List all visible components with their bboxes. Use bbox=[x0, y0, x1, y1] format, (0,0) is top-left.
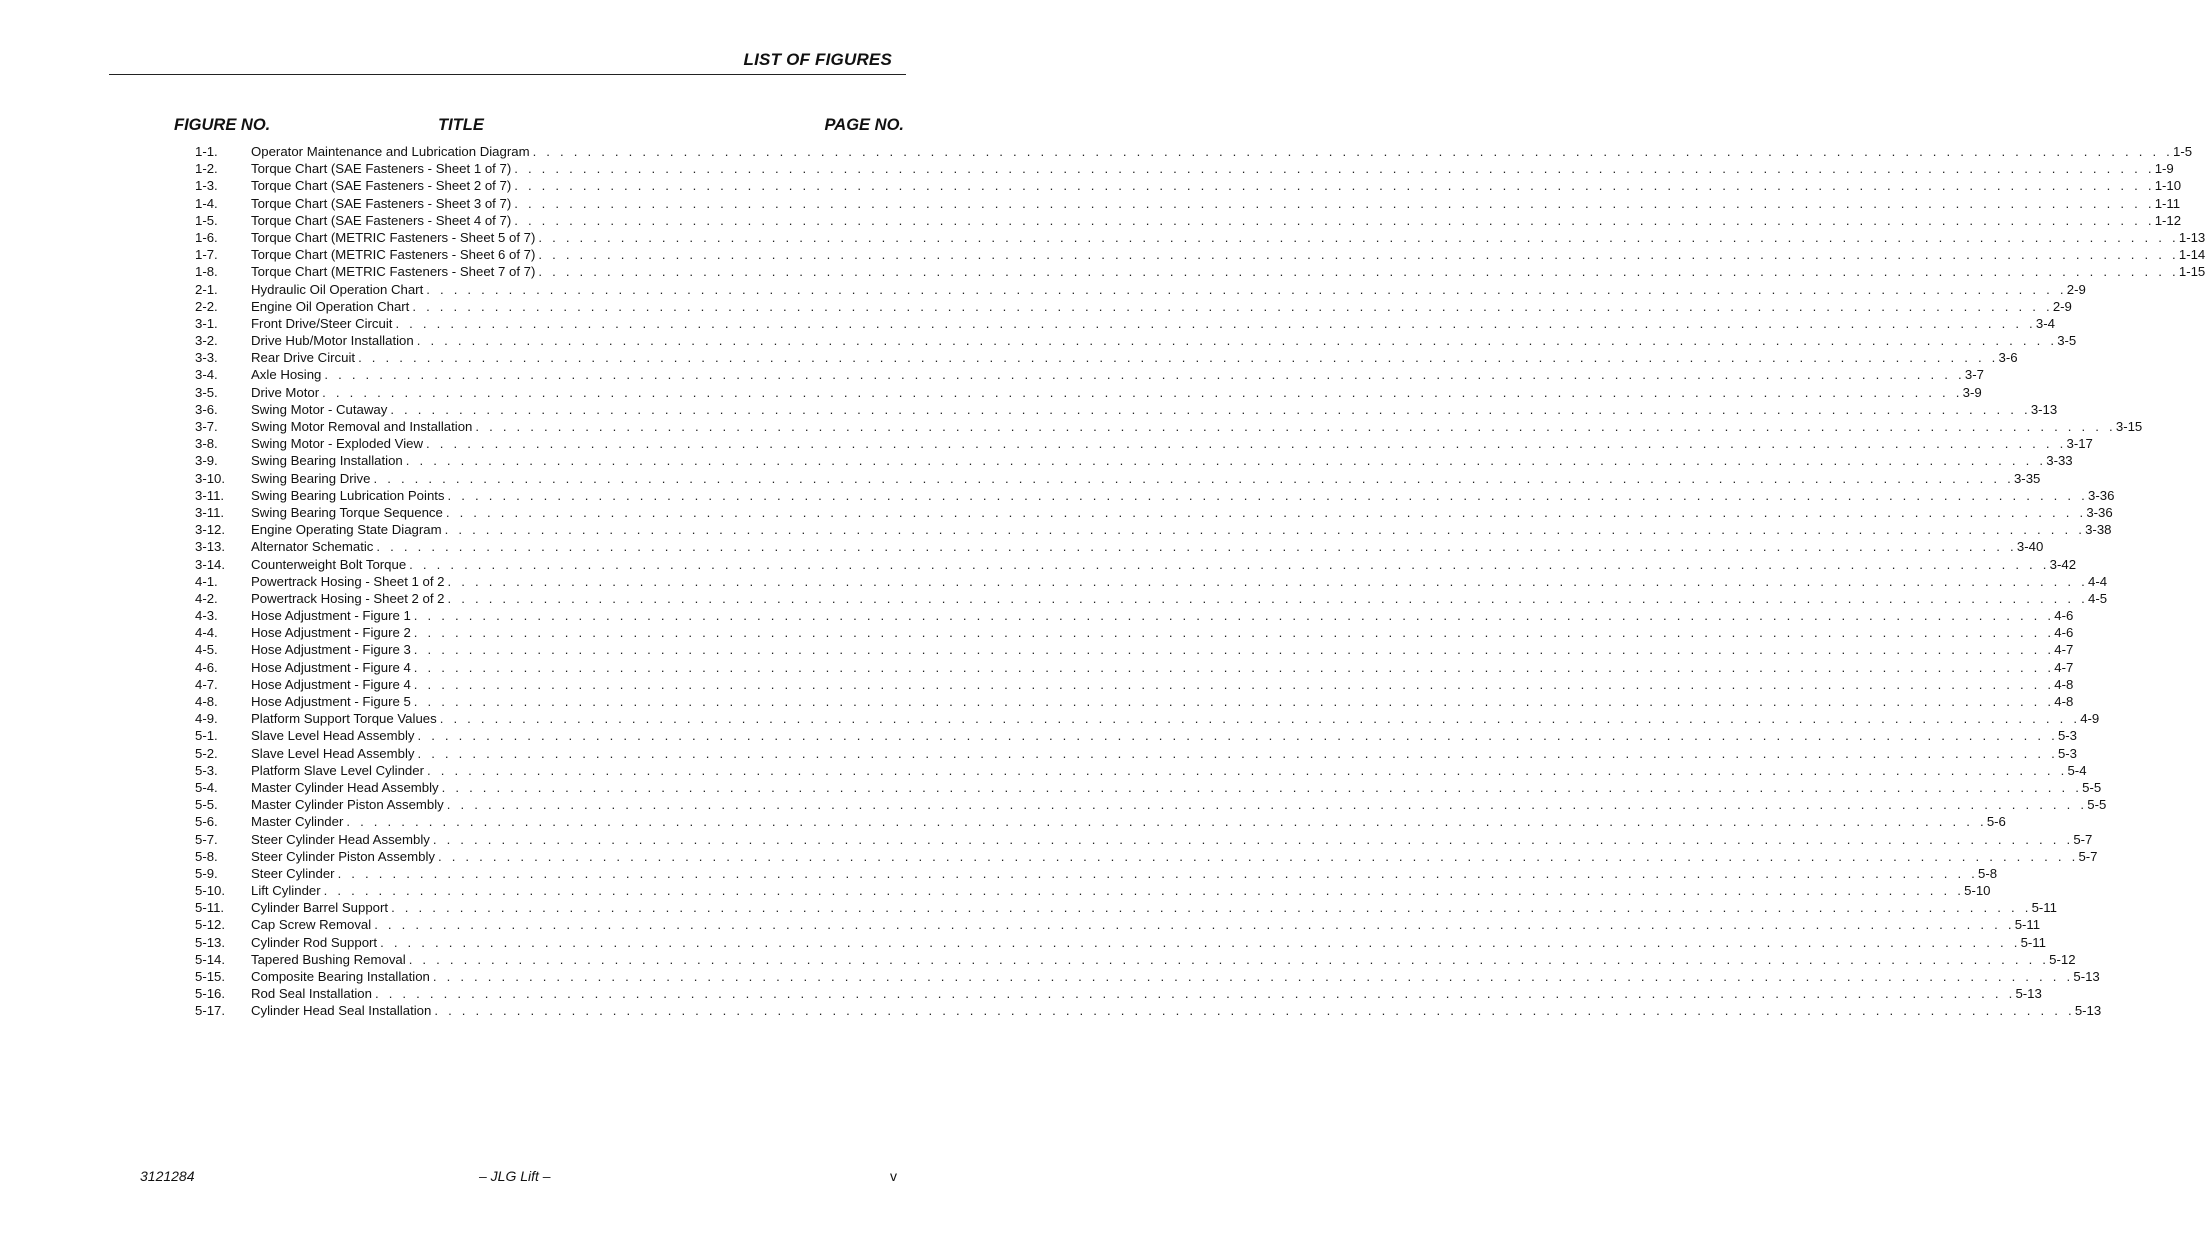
figure-number: 5-14. bbox=[195, 951, 226, 967]
figure-number: 1-4. bbox=[195, 195, 218, 211]
list-item[interactable] bbox=[195, 882, 1991, 899]
list-item[interactable] bbox=[195, 418, 2143, 435]
dot-leader: . . . . . . . . . . . . . . . . . . . . . . . . . . . . . . . . . . . . . . . . . . . . . . . . . . . . . . . . . . . . . . . . . . . . . . . . . . . . . . . . . . . . . . . . . . . . . . . . . . . . . . . . . . . . . . . . . . . . . . . . bbox=[447, 573, 2088, 589]
dot-leader: . . . . . . . . . . . . . . . . . . . . . . . . . . . . . . . . . . . . . . . . . . . . . . . . . . . . . . . . . . . . . . . . . . . . . . . . . . . . . . . . . . . . . . . . . . . . . . . . . . . . . . . . . . . . . . . . . . . . . . . . bbox=[373, 470, 2014, 486]
figure-number: 3-8. bbox=[195, 436, 218, 452]
figure-title: Counterweight Bolt Torque bbox=[251, 556, 407, 572]
figure-title: Tapered Bushing Removal bbox=[251, 951, 406, 967]
figure-page: 5-13 bbox=[2073, 969, 2100, 984]
figure-number: 3-1. bbox=[195, 315, 218, 331]
figure-number: 5-5. bbox=[195, 797, 218, 813]
figure-page: 3-42 bbox=[2049, 556, 2077, 572]
figure-title: Composite Bearing Installation bbox=[251, 969, 430, 984]
figure-page: 5-6 bbox=[1986, 814, 2006, 830]
list-item[interactable] bbox=[195, 916, 2041, 933]
list-item[interactable] bbox=[195, 779, 2102, 796]
figure-title: Engine Operating State Diagram bbox=[251, 522, 442, 538]
figure-page: 3-7 bbox=[1964, 367, 1984, 383]
figure-title: Hose Adjustment - Figure 4 bbox=[251, 659, 411, 675]
list-item[interactable] bbox=[195, 160, 2174, 177]
dot-leader: . . . . . . . . . . . . . . . . . . . . . . . . . . . . . . . . . . . . . . . . . . . . . . . . . . . . . . . . . . . . . . . . . . . . . . . . . . . . . . . . . . . . . . . . . . . . . . . . . . . . . . . . . . . . . . . . . . . . . . . . bbox=[376, 539, 2017, 555]
figure-title: Axle Hosing bbox=[251, 367, 322, 383]
figure-page: 3-9 bbox=[1962, 384, 1982, 400]
list-item[interactable] bbox=[195, 470, 2041, 487]
list-item[interactable] bbox=[195, 212, 2182, 229]
figure-page: 4-8 bbox=[2054, 694, 2074, 709]
figure-title: Cylinder Rod Support bbox=[251, 934, 378, 950]
figure-title: Powertrack Hosing - Sheet 1 of 2 bbox=[251, 573, 445, 589]
figure-number: 1-7. bbox=[195, 247, 218, 263]
dot-leader: . . . . . . . . . . . . . . . . . . . . . . . . . . . . . . . . . . . . . . . . . . . . . . . . . . . . . . . . . . . . . . . . . . . . . . . . . . . . . . . . . . . . . . . . . . . . . . . . . . . . . . . . . . . . . . . . . . . . . . . . bbox=[445, 504, 2087, 520]
dot-leader: . . . . . . . . . . . . . . . . . . . . . . . . . . . . . . . . . . . . . . . . . . . . . . . . . . . . . . . . . . . . . . . . . . . . . . . . . . . . . . . . . . . . . . . . . . . . . . . . . . . . . . . . . . . . . . . . . . . . . . . . bbox=[374, 986, 2016, 1002]
figure-number: 3-9. bbox=[195, 453, 218, 469]
figure-title: Drive Hub/Motor Installation bbox=[251, 333, 414, 349]
list-item[interactable] bbox=[195, 521, 2112, 538]
figure-title: Rear Drive Circuit bbox=[251, 350, 356, 366]
dot-leader: . . . . . . . . . . . . . . . . . . . . . . . . . . . . . . . . . . . . . . . . . . . . . . . . . . . . . . . . . . . . . . . . . . . . . . . . . . . . . . . . . . . . . . . . . . . . . . . . . . . . . . . . . . . . . . . . . . . . . . . . bbox=[413, 625, 2055, 641]
dot-leader: . . . . . . . . . . . . . . . . . . . . . . . . . . . . . . . . . . . . . . . . . . . . . . . . . . . . . . . . . . . . . . . . . . . . . . . . . . . . . . . . . . . . . . . . . . . . . . . . . . . . . . . . . . . . . . . . . . . . . . . . bbox=[432, 831, 2074, 847]
figure-number: 5-3. bbox=[195, 762, 218, 778]
figure-page: 3-33 bbox=[2046, 453, 2073, 469]
dot-leader: . . . . . . . . . . . . . . . . . . . . . . . . . . . . . . . . . . . . . . . . . . . . . . . . . . . . . . . . . . . . . . . . . . . . . . . . . . . . . . . . . . . . . . . . . . . . . . . . . . . . . . . . . . . . . . . . . . . . . . . . bbox=[447, 487, 2089, 503]
figure-title: Swing Motor - Exploded View bbox=[251, 436, 424, 452]
figure-page: 2-9 bbox=[2066, 281, 2086, 297]
list-item[interactable] bbox=[195, 865, 1998, 882]
dot-leader: . . . . . . . . . . . . . . . . . . . . . . . . . . . . . . . . . . . . . . . . . . . . . . . . . . . . . . . . . . . . . . . . . . . . . . . . . . . . . . . . . . . . . . . . . . . . . . . . . . . . . . . . . . . . . . . . . . . . . . . . bbox=[538, 247, 2179, 263]
dot-leader: . . . . . . . . . . . . . . . . . . . . . . . . . . . . . . . . . . . . . . . . . . . . . . . . . . . . . . . . . . . . . . . . . . . . . . . . . . . . . . . . . . . . . . . . . . . . . . . . . . . . . . . . . . . . . . . . . . . . . . . . bbox=[417, 745, 2058, 761]
list-item[interactable] bbox=[195, 624, 2074, 641]
figure-title: Slave Level Head Assembly bbox=[251, 728, 415, 744]
figure-page: 3-5 bbox=[2057, 333, 2077, 349]
figure-page: 1-13 bbox=[2178, 229, 2205, 245]
figure-page: 4-7 bbox=[2054, 642, 2074, 658]
section-title: LIST OF FIGURES bbox=[743, 50, 892, 69]
dot-leader: . . . . . . . . . . . . . . . . . . . . . . . . . . . . . . . . . . . . . . . . . . . . . . . . . . . . . . . . . . . . . . . . . . . . . . . . . . . . . . . . . . . . . . . . . . . . . . . . . . . . . . . . . . . . . . . . . . . . . . . . bbox=[447, 590, 2088, 606]
figure-number: 3-14. bbox=[195, 556, 226, 572]
list-item[interactable] bbox=[195, 745, 2078, 762]
figure-page: 5-3 bbox=[2057, 745, 2078, 761]
list-item[interactable] bbox=[195, 968, 2100, 985]
figure-number: 5-1. bbox=[195, 728, 218, 744]
dot-leader: . . . . . . . . . . . . . . . . . . . . . . . . . . . . . . . . . . . . . . . . . . . . . . . . . . . . . . . . . . . . . . . . . . . . . . . . . . . . . . . . . . . . . . . . . . . . . . . . . . . . . . . . . . . . . . . . . . . . . . . . bbox=[426, 762, 2068, 778]
figure-page: 5-8 bbox=[1978, 865, 1998, 881]
figure-title: Swing Bearing Torque Sequence bbox=[251, 504, 443, 520]
list-item[interactable] bbox=[195, 349, 2018, 366]
page-footer bbox=[140, 1168, 897, 1188]
dot-leader: . . . . . . . . . . . . . . . . . . . . . . . . . . . . . . . . . . . . . . . . . . . . . . . . . . . . . . . . . . . . . . . . . . . . . . . . . . . . . . . . . . . . . . . . . . . . . . . . . . . . . . . . . . . . . . . . . . . . . . . . bbox=[538, 229, 2179, 245]
dot-leader: . . . . . . . . . . . . . . . . . . . . . . . . . . . . . . . . . . . . . . . . . . . . . . . . . . . . . . . . . . . . . . . . . . . . . . . . . . . . . . . . . . . . . . . . . . . . . . . . . . . . . . . . . . . . . . . . . . . . . . . . bbox=[408, 951, 2050, 967]
figure-number: 2-1. bbox=[195, 281, 218, 297]
figure-page: 3-36 bbox=[2088, 487, 2115, 503]
figure-number: 5-2. bbox=[195, 745, 218, 761]
list-item[interactable] bbox=[195, 246, 2205, 263]
figure-page: 1-10 bbox=[2154, 178, 2182, 194]
figure-title: Hose Adjustment - Figure 5 bbox=[251, 694, 411, 709]
list-item[interactable] bbox=[195, 641, 2074, 658]
figure-page: 5-13 bbox=[2074, 1003, 2102, 1019]
dot-leader: . . . . . . . . . . . . . . . . . . . . . . . . . . . . . . . . . . . . . . . . . . . . . . . . . . . . . . . . . . . . . . . . . . . . . . . . . . . . . . . . . . . . . . . . . . . . . . . . . . . . . . . . . . . . . . . . . . . . . . . . bbox=[439, 711, 2081, 727]
figure-page: 4-6 bbox=[2054, 608, 2074, 624]
figure-title: Torque Chart (SAE Fasteners - Sheet 3 of 7) bbox=[251, 195, 512, 211]
figure-number: 3-13. bbox=[195, 539, 226, 555]
dot-leader: . . . . . . . . . . . . . . . . . . . . . . . . . . . . . . . . . . . . . . . . . . . . . . . . . . . . . . . . . . . . . . . . . . . . . . . . . . . . . . . . . . . . . . . . . . . . . . . . . . . . . . . . . . . . . . . . . . . . . . . . bbox=[514, 178, 2155, 194]
dot-leader: . . . . . . . . . . . . . . . . . . . . . . . . . . . . . . . . . . . . . . . . . . . . . . . . . . . . . . . . . . . . . . . . . . . . . . . . . . . . . . . . . . . . . . . . . . . . . . . . . . . . . . . . . . . . . . . . . . . . . . . . bbox=[514, 212, 2155, 228]
figure-title: Operator Maintenance and Lubrication Diagram bbox=[251, 144, 530, 159]
list-item[interactable] bbox=[195, 263, 2205, 280]
figure-number: 5-13. bbox=[195, 934, 226, 950]
figure-title: Steer Cylinder Piston Assembly bbox=[251, 848, 435, 864]
page-header bbox=[109, 48, 906, 75]
dot-leader: . . . . . . . . . . . . . . . . . . . . . . . . . . . . . . . . . . . . . . . . . . . . . . . . . . . . . . . . . . . . . . . . . . . . . . . . . . . . . . . . . . . . . . . . . . . . . . . . . . . . . . . . . . . . . . . . . . . . . . . . bbox=[532, 144, 2174, 159]
figure-page: 5-10 bbox=[1964, 883, 1991, 899]
figure-number: 3-6. bbox=[195, 401, 218, 417]
figure-number: 4-2. bbox=[195, 590, 218, 606]
figure-page: 2-9 bbox=[2052, 298, 2072, 314]
document-number: 3121284 bbox=[140, 1168, 195, 1184]
figure-title: Torque Chart (METRIC Fasteners - Sheet 6 of 7) bbox=[251, 247, 536, 263]
figure-page: 5-5 bbox=[2082, 779, 2102, 795]
figure-page: 5-7 bbox=[2073, 831, 2093, 847]
dot-leader: . . . . . . . . . . . . . . . . . . . . . . . . . . . . . . . . . . . . . . . . . . . . . . . . . . . . . . . . . . . . . . . . . . . . . . . . . . . . . . . . . . . . . . . . . . . . . . . . . . . . . . . . . . . . . . . . . . . . . . . . bbox=[374, 917, 2015, 933]
figure-page: 5-13 bbox=[2015, 986, 2042, 1002]
figure-number: 1-8. bbox=[195, 264, 218, 280]
dot-leader: . . . . . . . . . . . . . . . . . . . . . . . . . . . . . . . . . . . . . . . . . . . . . . . . . . . . . . . . . . . . . . . . . . . . . . . . . . . . . . . . . . . . . . . . . . . . . . . . . . . . . . . . . . . . . . . . . . . . . . . . bbox=[391, 900, 2032, 916]
list-item[interactable] bbox=[195, 229, 2205, 246]
dot-leader: . . . . . . . . . . . . . . . . . . . . . . . . . . . . . . . . . . . . . . . . . . . . . . . . . . . . . . . . . . . . . . . . . . . . . . . . . . . . . . . . . . . . . . . . . . . . . . . . . . . . . . . . . . . . . . . . . . . . . . . . bbox=[346, 814, 1987, 830]
dot-leader: . . . . . . . . . . . . . . . . . . . . . . . . . . . . . . . . . . . . . . . . . . . . . . . . . . . . . . . . . . . . . . . . . . . . . . . . . . . . . . . . . . . . . . . . . . . . . . . . . . . . . . . . . . . . . . . . . . . . . . . . bbox=[337, 865, 1979, 881]
figure-title: Torque Chart (SAE Fasteners - Sheet 4 of 7) bbox=[251, 212, 512, 228]
list-item[interactable] bbox=[195, 951, 2076, 968]
dot-leader: . . . . . . . . . . . . . . . . . . . . . . . . . . . . . . . . . . . . . . . . . . . . . . . . . . . . . . . . . . . . . . . . . . . . . . . . . . . . . . . . . . . . . . . . . . . . . . . . . . . . . . . . . . . . . . . . . . . . . . . . bbox=[413, 608, 2055, 624]
figure-number: 5-10. bbox=[195, 883, 226, 899]
figure-title: Lift Cylinder bbox=[251, 883, 321, 899]
figure-number: 3-4. bbox=[195, 367, 218, 383]
list-item[interactable] bbox=[195, 831, 2093, 848]
dot-leader: . . . . . . . . . . . . . . . . . . . . . . . . . . . . . . . . . . . . . . . . . . . . . . . . . . . . . . . . . . . . . . . . . . . . . . . . . . . . . . . . . . . . . . . . . . . . . . . . . . . . . . . . . . . . . . . . . . . . . . . . bbox=[514, 195, 2155, 211]
list-item[interactable] bbox=[195, 332, 2077, 349]
list-item[interactable] bbox=[195, 848, 2098, 865]
list-item[interactable] bbox=[195, 590, 2108, 607]
figure-number: 5-6. bbox=[195, 814, 218, 830]
figure-title: Hose Adjustment - Figure 2 bbox=[251, 625, 411, 641]
figure-title: Alternator Schematic bbox=[251, 539, 374, 555]
list-item[interactable] bbox=[195, 934, 2046, 951]
figure-number: 4-6. bbox=[195, 659, 218, 675]
dot-leader: . . . . . . . . . . . . . . . . . . . . . . . . . . . . . . . . . . . . . . . . . . . . . . . . . . . . . . . . . . . . . . . . . . . . . . . . . . . . . . . . . . . . . . . . . . . . . . . . . . . . . . . . . . . . . . . . . . . . . . . . bbox=[514, 161, 2155, 177]
figure-number: 3-2. bbox=[195, 333, 218, 349]
figure-number: 3-3. bbox=[195, 350, 218, 366]
figure-number: 4-8. bbox=[195, 694, 218, 709]
dot-leader: . . . . . . . . . . . . . . . . . . . . . . . . . . . . . . . . . . . . . . . . . . . . . . . . . . . . . . . . . . . . . . . . . . . . . . . . . . . . . . . . . . . . . . . . . . . . . . . . . . . . . . . . . . . . . . . . . . . . . . . . bbox=[358, 350, 1999, 366]
dot-leader: . . . . . . . . . . . . . . . . . . . . . . . . . . . . . . . . . . . . . . . . . . . . . . . . . . . . . . . . . . . . . . . . . . . . . . . . . . . . . . . . . . . . . . . . . . . . . . . . . . . . . . . . . . . . . . . . . . . . . . . . bbox=[475, 419, 2116, 434]
list-item[interactable] bbox=[195, 607, 2074, 624]
dot-leader: . . . . . . . . . . . . . . . . . . . . . . . . . . . . . . . . . . . . . . . . . . . . . . . . . . . . . . . . . . . . . . . . . . . . . . . . . . . . . . . . . . . . . . . . . . . . . . . . . . . . . . . . . . . . . . . . . . . . . . . . bbox=[434, 1003, 2075, 1019]
figure-page: 4-8 bbox=[2054, 676, 2074, 692]
figure-number: 5-12. bbox=[195, 917, 226, 933]
list-item[interactable] bbox=[195, 899, 2057, 916]
figure-page: 5-3 bbox=[2057, 728, 2078, 744]
figure-page: 1-15 bbox=[2178, 264, 2205, 280]
dot-leader: . . . . . . . . . . . . . . . . . . . . . . . . . . . . . . . . . . . . . . . . . . . . . . . . . . . . . . . . . . . . . . . . . . . . . . . . . . . . . . . . . . . . . . . . . . . . . . . . . . . . . . . . . . . . . . . . . . . . . . . . bbox=[324, 367, 1965, 383]
figure-number: 5-11. bbox=[195, 900, 225, 916]
dot-leader: . . . . . . . . . . . . . . . . . . . . . . . . . . . . . . . . . . . . . . . . . . . . . . . . . . . . . . . . . . . . . . . . . . . . . . . . . . . . . . . . . . . . . . . . . . . . . . . . . . . . . . . . . . . . . . . . . . . . . . . . bbox=[426, 436, 2067, 452]
list-item[interactable] bbox=[195, 573, 2108, 590]
figure-page: 3-13 bbox=[2030, 401, 2058, 417]
figure-page: 5-7 bbox=[2078, 848, 2098, 864]
list-item[interactable] bbox=[195, 727, 2078, 744]
dot-leader: . . . . . . . . . . . . . . . . . . . . . . . . . . . . . . . . . . . . . . . . . . . . . . . . . . . . . . . . . . . . . . . . . . . . . . . . . . . . . . . . . . . . . . . . . . . . . . . . . . . . . . . . . . . . . . . . . . . . . . . . bbox=[380, 934, 2021, 950]
figure-page: 5-11 bbox=[2014, 917, 2041, 933]
figure-title: Master Cylinder Piston Assembly bbox=[251, 797, 444, 813]
list-item[interactable] bbox=[195, 298, 2072, 315]
figure-number: 5-4. bbox=[195, 779, 218, 795]
figure-title: Steer Cylinder Head Assembly bbox=[251, 831, 430, 847]
list-item[interactable] bbox=[195, 177, 2182, 194]
figure-page: 1-12 bbox=[2154, 212, 2182, 228]
figure-title: Slave Level Head Assembly bbox=[251, 745, 415, 761]
figure-page: 4-6 bbox=[2054, 625, 2074, 641]
list-item[interactable] bbox=[195, 676, 2074, 693]
figure-page: 5-12 bbox=[2049, 951, 2076, 967]
figure-number: 4-5. bbox=[195, 642, 218, 658]
dot-leader: . . . . . . . . . . . . . . . . . . . . . . . . . . . . . . . . . . . . . . . . . . . . . . . . . . . . . . . . . . . . . . . . . . . . . . . . . . . . . . . . . . . . . . . . . . . . . . . . . . . . . . . . . . . . . . . . . . . . . . . . bbox=[323, 883, 1965, 899]
dot-leader: . . . . . . . . . . . . . . . . . . . . . . . . . . . . . . . . . . . . . . . . . . . . . . . . . . . . . . . . . . . . . . . . . . . . . . . . . . . . . . . . . . . . . . . . . . . . . . . . . . . . . . . . . . . . . . . . . . . . . . . . bbox=[409, 556, 2050, 572]
figure-title: Swing Bearing Installation bbox=[251, 453, 403, 469]
page-number: v bbox=[890, 1168, 897, 1184]
figure-number: 4-9. bbox=[195, 711, 218, 727]
dot-leader: . . . . . . . . . . . . . . . . . . . . . . . . . . . . . . . . . . . . . . . . . . . . . . . . . . . . . . . . . . . . . . . . . . . . . . . . . . . . . . . . . . . . . . . . . . . . . . . . . . . . . . . . . . . . . . . . . . . . . . . . bbox=[441, 779, 2083, 795]
dot-leader: . . . . . . . . . . . . . . . . . . . . . . . . . . . . . . . . . . . . . . . . . . . . . . . . . . . . . . . . . . . . . . . . . . . . . . . . . . . . . . . . . . . . . . . . . . . . . . . . . . . . . . . . . . . . . . . . . . . . . . . . bbox=[395, 315, 2036, 331]
dot-leader: . . . . . . . . . . . . . . . . . . . . . . . . . . . . . . . . . . . . . . . . . . . . . . . . . . . . . . . . . . . . . . . . . . . . . . . . . . . . . . . . . . . . . . . . . . . . . . . . . . . . . . . . . . . . . . . . . . . . . . . . bbox=[446, 797, 2088, 813]
figure-number: 5-9. bbox=[195, 865, 218, 881]
figure-title: Cylinder Head Seal Installation bbox=[251, 1003, 432, 1019]
list-item[interactable] bbox=[195, 693, 2074, 710]
figure-title: Torque Chart (METRIC Fasteners - Sheet 7 of 7) bbox=[251, 264, 536, 280]
dot-leader: . . . . . . . . . . . . . . . . . . . . . . . . . . . . . . . . . . . . . . . . . . . . . . . . . . . . . . . . . . . . . . . . . . . . . . . . . . . . . . . . . . . . . . . . . . . . . . . . . . . . . . . . . . . . . . . . . . . . . . . . bbox=[390, 401, 2031, 417]
figure-page: 3-4 bbox=[2035, 315, 2055, 331]
figure-page: 3-6 bbox=[1998, 350, 2018, 366]
dot-leader: . . . . . . . . . . . . . . . . . . . . . . . . . . . . . . . . . . . . . . . . . . . . . . . . . . . . . . . . . . . . . . . . . . . . . . . . . . . . . . . . . . . . . . . . . . . . . . . . . . . . . . . . . . . . . . . . . . . . . . . . bbox=[417, 728, 2058, 744]
list-item[interactable] bbox=[195, 504, 2113, 521]
figure-number: 5-7. bbox=[195, 831, 218, 847]
figure-number: 4-4. bbox=[195, 625, 218, 641]
figure-page: 1-11 bbox=[2154, 195, 2181, 211]
dot-leader: . . . . . . . . . . . . . . . . . . . . . . . . . . . . . . . . . . . . . . . . . . . . . . . . . . . . . . . . . . . . . . . . . . . . . . . . . . . . . . . . . . . . . . . . . . . . . . . . . . . . . . . . . . . . . . . . . . . . . . . . bbox=[412, 298, 2053, 314]
column-headers bbox=[174, 116, 904, 136]
figure-number: 5-8. bbox=[195, 848, 218, 864]
figure-number: 3-11. bbox=[195, 504, 225, 520]
figure-title: Hydraulic Oil Operation Chart bbox=[251, 281, 424, 297]
figure-page: 4-9 bbox=[2080, 711, 2100, 727]
figure-page: 4-7 bbox=[2054, 659, 2074, 675]
list-item[interactable] bbox=[195, 556, 2077, 573]
dot-leader: . . . . . . . . . . . . . . . . . . . . . . . . . . . . . . . . . . . . . . . . . . . . . . . . . . . . . . . . . . . . . . . . . . . . . . . . . . . . . . . . . . . . . . . . . . . . . . . . . . . . . . . . . . . . . . . . . . . . . . . . bbox=[413, 659, 2055, 675]
figure-number: 3-11. bbox=[195, 487, 225, 503]
figure-title: Powertrack Hosing - Sheet 2 of 2 bbox=[251, 590, 445, 606]
figure-page: 3-36 bbox=[2086, 504, 2113, 520]
figure-number: 3-5. bbox=[195, 384, 218, 400]
figure-title: Torque Chart (SAE Fasteners - Sheet 2 of 7) bbox=[251, 178, 512, 194]
list-item[interactable] bbox=[195, 487, 2115, 504]
list-item[interactable] bbox=[195, 384, 1982, 401]
figure-title: Torque Chart (SAE Fasteners - Sheet 1 of 7) bbox=[251, 161, 512, 177]
figure-page: 5-11 bbox=[2020, 934, 2046, 950]
figure-page: 3-40 bbox=[2016, 539, 2044, 555]
figure-page: 3-17 bbox=[2066, 436, 2093, 452]
list-item[interactable] bbox=[195, 1002, 2102, 1019]
column-header-page-no: PAGE NO. bbox=[824, 116, 904, 134]
figure-page: 3-15 bbox=[2115, 419, 2143, 434]
figure-title: Torque Chart (METRIC Fasteners - Sheet 5 of 7) bbox=[251, 229, 536, 245]
figure-number: 5-16. bbox=[195, 986, 226, 1002]
figure-number: 5-15. bbox=[195, 969, 226, 984]
figure-number: 3-10. bbox=[195, 470, 226, 486]
list-item[interactable] bbox=[195, 762, 2087, 779]
figure-number: 2-2. bbox=[195, 298, 218, 314]
figure-number: 4-7. bbox=[195, 676, 218, 692]
figure-number: 4-3. bbox=[195, 608, 218, 624]
figure-page: 5-11 bbox=[2031, 900, 2057, 916]
figure-title: Platform Slave Level Cylinder bbox=[251, 762, 424, 778]
dot-leader: . . . . . . . . . . . . . . . . . . . . . . . . . . . . . . . . . . . . . . . . . . . . . . . . . . . . . . . . . . . . . . . . . . . . . . . . . . . . . . . . . . . . . . . . . . . . . . . . . . . . . . . . . . . . . . . . . . . . . . . . bbox=[413, 642, 2055, 658]
figure-page: 5-5 bbox=[2087, 797, 2107, 813]
figure-page: 5-4 bbox=[2067, 762, 2087, 778]
list-item[interactable] bbox=[195, 366, 1984, 383]
list-item[interactable] bbox=[195, 143, 2193, 160]
figure-title: Front Drive/Steer Circuit bbox=[251, 315, 393, 331]
list-item[interactable] bbox=[195, 452, 2073, 469]
figure-number: 1-5. bbox=[195, 212, 218, 228]
figure-title: Cylinder Barrel Support bbox=[251, 900, 389, 916]
dot-leader: . . . . . . . . . . . . . . . . . . . . . . . . . . . . . . . . . . . . . . . . . . . . . . . . . . . . . . . . . . . . . . . . . . . . . . . . . . . . . . . . . . . . . . . . . . . . . . . . . . . . . . . . . . . . . . . . . . . . . . . . bbox=[413, 676, 2055, 692]
figure-number: 1-6. bbox=[195, 229, 218, 245]
figure-title: Hose Adjustment - Figure 4 bbox=[251, 676, 411, 692]
figure-title: Master Cylinder Head Assembly bbox=[251, 779, 439, 795]
dot-leader: . . . . . . . . . . . . . . . . . . . . . . . . . . . . . . . . . . . . . . . . . . . . . . . . . . . . . . . . . . . . . . . . . . . . . . . . . . . . . . . . . . . . . . . . . . . . . . . . . . . . . . . . . . . . . . . . . . . . . . . . bbox=[444, 522, 2086, 538]
list-item[interactable] bbox=[195, 796, 2107, 813]
figure-list bbox=[195, 143, 2205, 1020]
list-item[interactable] bbox=[195, 659, 2074, 676]
figure-title: Hose Adjustment - Figure 3 bbox=[251, 642, 411, 658]
figure-page: 1-9 bbox=[2154, 161, 2174, 177]
dot-leader: . . . . . . . . . . . . . . . . . . . . . . . . . . . . . . . . . . . . . . . . . . . . . . . . . . . . . . . . . . . . . . . . . . . . . . . . . . . . . . . . . . . . . . . . . . . . . . . . . . . . . . . . . . . . . . . . . . . . . . . . bbox=[426, 281, 2067, 297]
footer-brand: – JLG Lift – bbox=[479, 1168, 551, 1184]
figure-number: 1-1. bbox=[195, 144, 218, 159]
figure-number: 1-3. bbox=[195, 178, 218, 194]
list-item[interactable] bbox=[195, 538, 2044, 555]
list-item[interactable] bbox=[195, 710, 2100, 727]
column-header-title: TITLE bbox=[438, 116, 484, 134]
list-item[interactable] bbox=[195, 813, 2006, 830]
figure-title: Swing Motor Removal and Installation bbox=[251, 419, 473, 434]
dot-leader: . . . . . . . . . . . . . . . . . . . . . . . . . . . . . . . . . . . . . . . . . . . . . . . . . . . . . . . . . . . . . . . . . . . . . . . . . . . . . . . . . . . . . . . . . . . . . . . . . . . . . . . . . . . . . . . . . . . . . . . . bbox=[416, 333, 2058, 349]
figure-page: 3-35 bbox=[2013, 470, 2041, 486]
figure-title: Rod Seal Installation bbox=[251, 986, 372, 1002]
list-item[interactable] bbox=[195, 401, 2058, 418]
figure-number: 3-12. bbox=[195, 522, 226, 538]
figure-number: 1-2. bbox=[195, 161, 218, 177]
list-item[interactable] bbox=[195, 985, 2042, 1002]
dot-leader: . . . . . . . . . . . . . . . . . . . . . . . . . . . . . . . . . . . . . . . . . . . . . . . . . . . . . . . . . . . . . . . . . . . . . . . . . . . . . . . . . . . . . . . . . . . . . . . . . . . . . . . . . . . . . . . . . . . . . . . . bbox=[413, 694, 2055, 709]
dot-leader: . . . . . . . . . . . . . . . . . . . . . . . . . . . . . . . . . . . . . . . . . . . . . . . . . . . . . . . . . . . . . . . . . . . . . . . . . . . . . . . . . . . . . . . . . . . . . . . . . . . . . . . . . . . . . . . . . . . . . . . . bbox=[432, 969, 2074, 984]
figure-page: 1-5 bbox=[2173, 144, 2193, 159]
figure-page: 3-38 bbox=[2085, 522, 2112, 538]
figure-number: 3-7. bbox=[195, 419, 218, 434]
figure-number: 5-17. bbox=[195, 1003, 226, 1019]
figure-title: Swing Bearing Lubrication Points bbox=[251, 487, 445, 503]
figure-page: 4-4 bbox=[2088, 573, 2108, 589]
dot-leader: . . . . . . . . . . . . . . . . . . . . . . . . . . . . . . . . . . . . . . . . . . . . . . . . . . . . . . . . . . . . . . . . . . . . . . . . . . . . . . . . . . . . . . . . . . . . . . . . . . . . . . . . . . . . . . . . . . . . . . . . bbox=[405, 453, 2047, 469]
figure-title: Steer Cylinder bbox=[251, 865, 335, 881]
figure-title: Master Cylinder bbox=[251, 814, 344, 830]
dot-leader: . . . . . . . . . . . . . . . . . . . . . . . . . . . . . . . . . . . . . . . . . . . . . . . . . . . . . . . . . . . . . . . . . . . . . . . . . . . . . . . . . . . . . . . . . . . . . . . . . . . . . . . . . . . . . . . . . . . . . . . . bbox=[437, 848, 2079, 864]
figure-title: Swing Motor - Cutaway bbox=[251, 401, 388, 417]
list-item[interactable] bbox=[195, 435, 2093, 452]
list-item[interactable] bbox=[195, 315, 2055, 332]
figure-title: Hose Adjustment - Figure 1 bbox=[251, 608, 411, 624]
figure-title: Platform Support Torque Values bbox=[251, 711, 437, 727]
figure-title: Cap Screw Removal bbox=[251, 917, 372, 933]
list-item[interactable] bbox=[195, 195, 2181, 212]
dot-leader: . . . . . . . . . . . . . . . . . . . . . . . . . . . . . . . . . . . . . . . . . . . . . . . . . . . . . . . . . . . . . . . . . . . . . . . . . . . . . . . . . . . . . . . . . . . . . . . . . . . . . . . . . . . . . . . . . . . . . . . . bbox=[322, 384, 1963, 400]
figure-number: 4-1. bbox=[195, 573, 218, 589]
figure-page: 1-14 bbox=[2178, 247, 2205, 263]
figure-title: Drive Motor bbox=[251, 384, 320, 400]
dot-leader: . . . . . . . . . . . . . . . . . . . . . . . . . . . . . . . . . . . . . . . . . . . . . . . . . . . . . . . . . . . . . . . . . . . . . . . . . . . . . . . . . . . . . . . . . . . . . . . . . . . . . . . . . . . . . . . . . . . . . . . . bbox=[538, 264, 2179, 280]
figure-page: 4-5 bbox=[2088, 590, 2108, 606]
figure-title: Swing Bearing Drive bbox=[251, 470, 371, 486]
column-header-figure-no: FIGURE NO. bbox=[174, 116, 271, 134]
figure-title: Engine Oil Operation Chart bbox=[251, 298, 410, 314]
list-item[interactable] bbox=[195, 281, 2086, 298]
